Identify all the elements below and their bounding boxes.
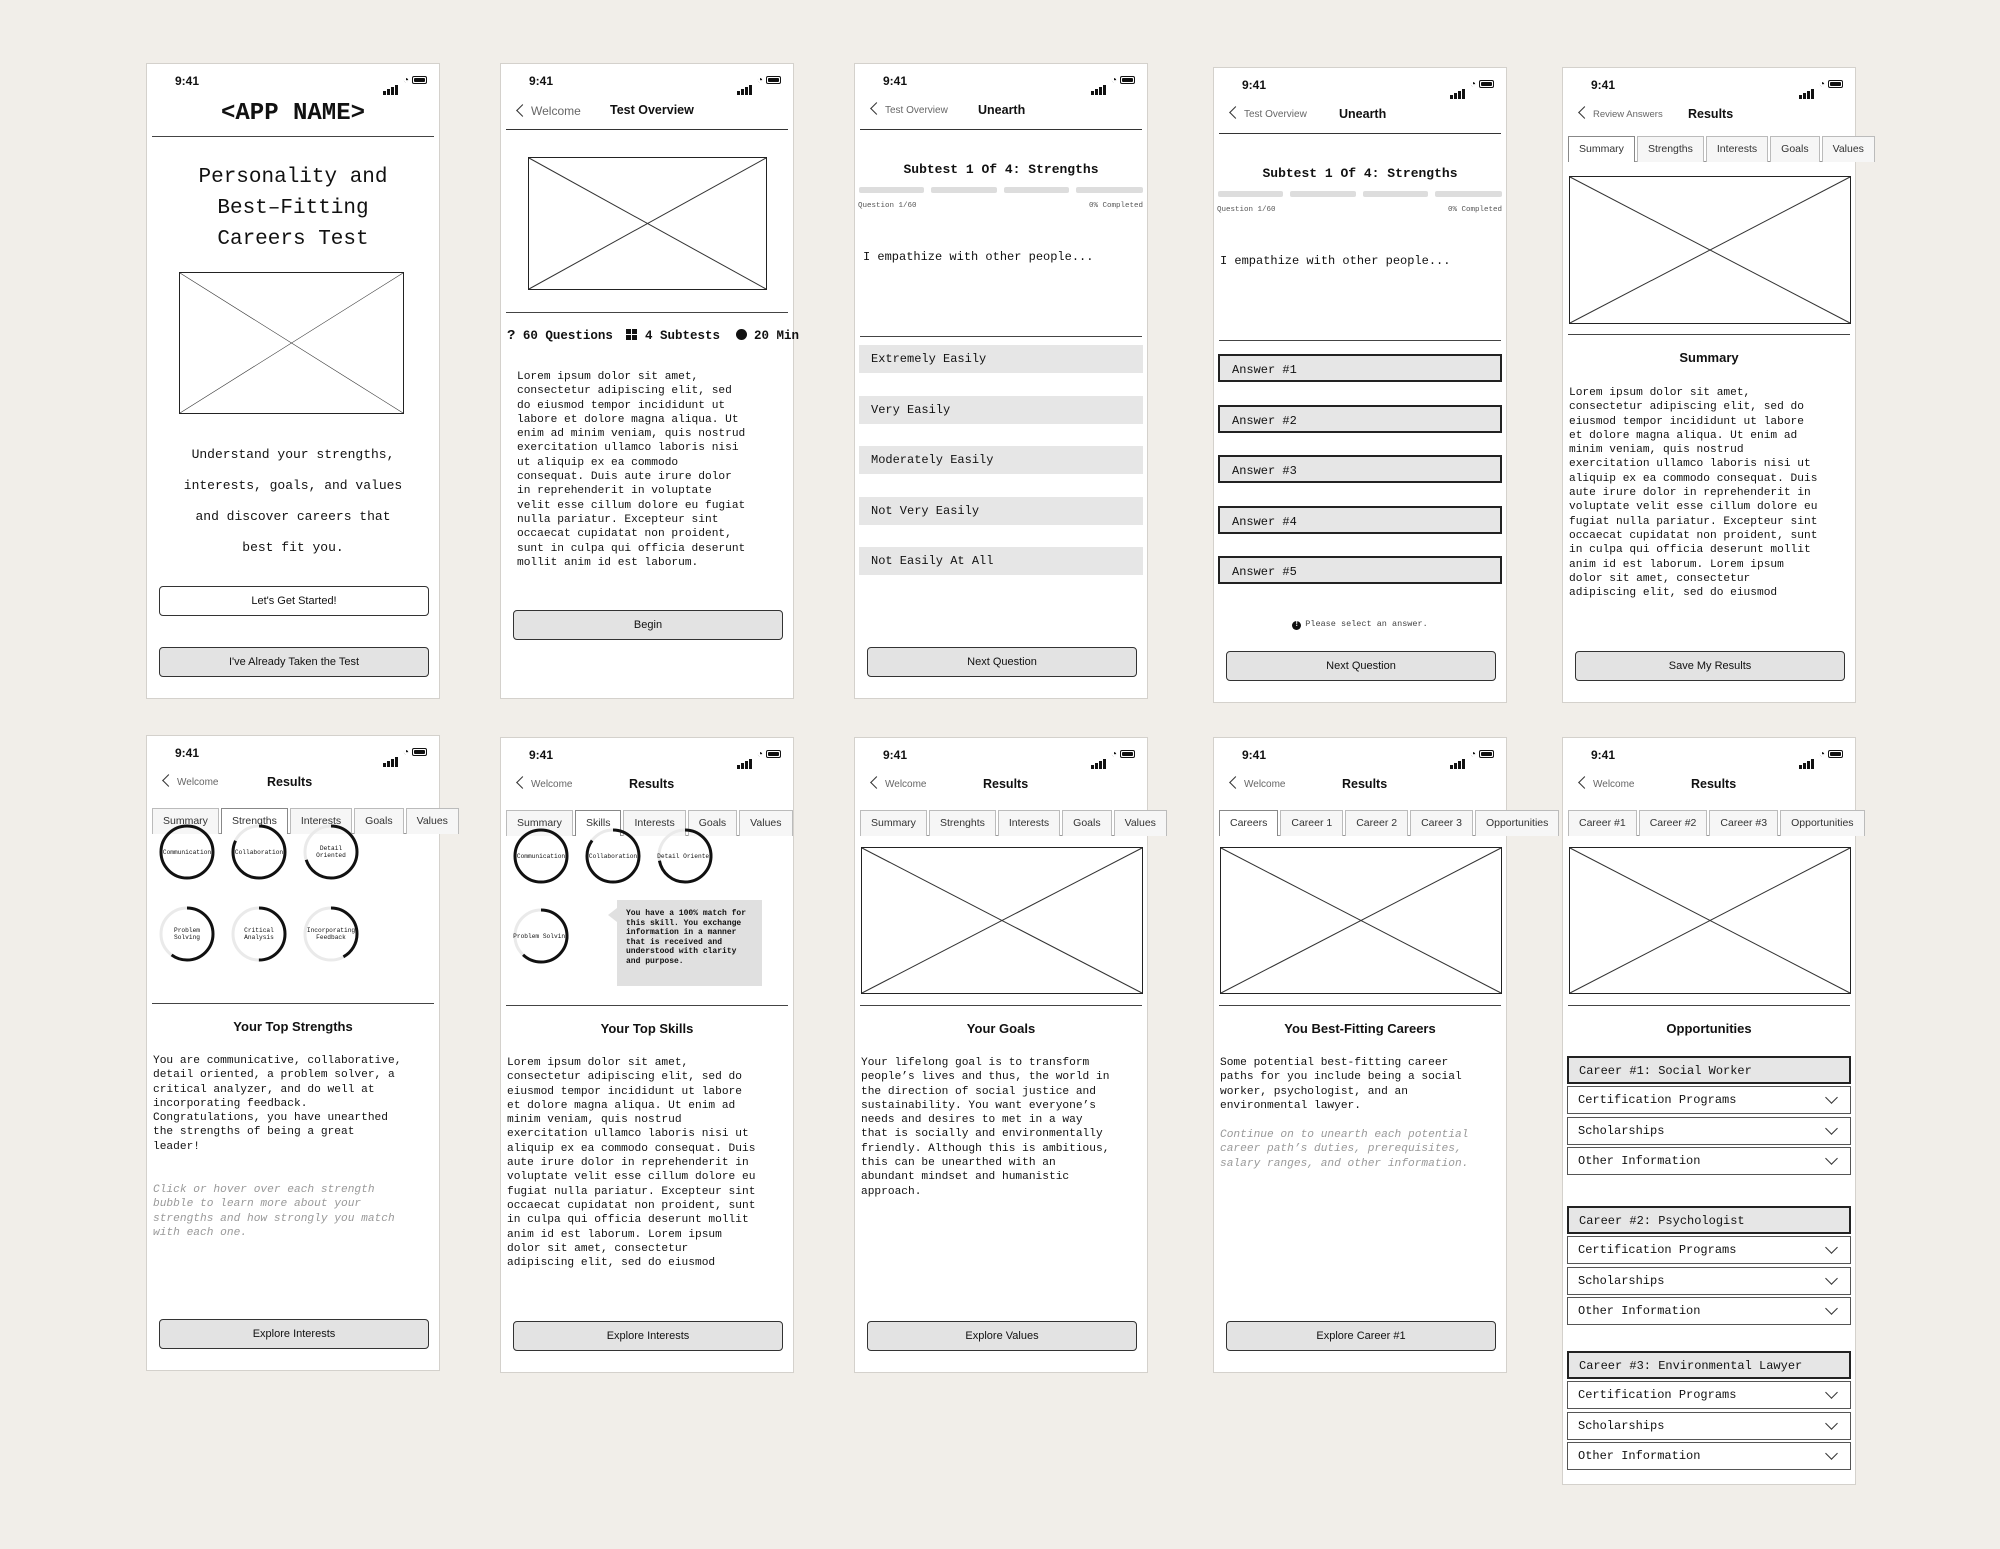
question-counter: Question 1/60 (1217, 206, 1276, 214)
answer-option[interactable]: Answer #3 (1218, 455, 1502, 483)
section-heading: Your Goals (966, 1021, 1036, 1036)
bubble-communication[interactable] (513, 828, 569, 884)
tab-interests[interactable]: Interests (998, 810, 1060, 836)
accordion-scholarships[interactable]: Scholarships (1567, 1117, 1851, 1145)
section-heading: You Best-Fitting Careers (1284, 1021, 1436, 1036)
tab-goals[interactable]: Goals (354, 808, 403, 834)
status-bar: 9:41 ◔ (501, 64, 793, 94)
careers-hint: Continue on to unearth each potential career path’s duties, prerequisites, salary ranges, and other information. (1220, 1129, 1469, 1170)
battery-icon (1479, 750, 1494, 758)
tab-interests[interactable]: Interests (1706, 136, 1768, 162)
wifi-icon: ◔ (756, 749, 763, 760)
chevron-down-icon (1825, 1241, 1838, 1254)
tab-strengths[interactable]: Strengths (1637, 136, 1704, 162)
accordion-other-information[interactable]: Other Information (1567, 1442, 1851, 1470)
tab-summary[interactable]: Summary (506, 810, 573, 836)
accordion-certification-programs[interactable]: Certification Programs (1567, 1086, 1851, 1114)
status-bar: 9:41 ◔ (855, 64, 1147, 94)
screen-welcome (146, 63, 440, 699)
battery-icon (1479, 80, 1494, 88)
begin-button[interactable]: Begin (513, 610, 783, 640)
strengths-hint: Click or hover over each strength bubble to learn more about your strengths and how strongly you match with each one. (153, 1184, 395, 1239)
save-results-button[interactable]: Save My Results (1575, 651, 1845, 681)
tab-career-3[interactable]: Career 3 (1410, 810, 1473, 836)
signal-icon (1091, 751, 1107, 769)
bubble-critical-analysis[interactable] (231, 906, 287, 962)
status-bar: 9:41 ◔ (1563, 738, 1855, 768)
bubble-label: Detail Oriented (316, 845, 346, 859)
answer-option[interactable]: Moderately Easily (859, 446, 1143, 474)
app-name: <APP NAME> (220, 100, 366, 127)
nav-bar (506, 100, 788, 130)
test-stats: ? 60 Questions 4 Subtests 20 Min (507, 328, 800, 344)
results-tabs (1568, 810, 1855, 836)
question-icon: ? (507, 328, 516, 344)
wifi-icon: ◔ (1110, 75, 1117, 86)
tab-strenghts[interactable]: Strenghts (929, 810, 996, 836)
nav-bar (1568, 774, 1850, 804)
results-tabs (1219, 810, 1549, 836)
wifi-icon: ◔ (402, 747, 409, 758)
answer-option[interactable]: Answer #2 (1218, 405, 1502, 433)
signal-icon (383, 749, 399, 767)
nav-bar (152, 772, 434, 802)
section-heading: Summary (1679, 350, 1739, 365)
status-bar: 9:41 ◔ (147, 736, 439, 766)
bubble-label: Problem Solving (513, 932, 569, 940)
tab-career-2[interactable]: Career #2 (1639, 810, 1708, 836)
back-button[interactable]: Welcome (518, 104, 581, 118)
screen-results-careers (1213, 737, 1549, 1373)
grid-icon (626, 329, 637, 340)
bubble-collaboration[interactable] (585, 828, 641, 884)
answer-option[interactable]: Not Very Easily (859, 497, 1143, 525)
question-prompt: I empathize with other people... (863, 250, 1094, 264)
battery-icon (1828, 750, 1843, 758)
progress-bar (1218, 191, 1502, 197)
tab-summary[interactable]: Summary (152, 808, 219, 834)
back-button[interactable]: Test Overview (1231, 108, 1307, 120)
screen-test-overview (500, 63, 800, 699)
get-started-button[interactable]: Let's Get Started! (159, 586, 429, 616)
nav-bar (1568, 104, 1850, 134)
wifi-icon: ◔ (1110, 749, 1117, 760)
signal-icon (737, 751, 753, 769)
battery-icon (766, 76, 781, 84)
chevron-left-icon (1229, 106, 1242, 119)
next-question-button[interactable]: Next Question (867, 647, 1137, 677)
chevron-down-icon (1825, 1302, 1838, 1315)
subtest-title: Subtest 1 Of 4: Strengths (1262, 166, 1458, 181)
skills-body: Lorem ipsum dolor sit amet, consectetur adipiscing elit, sed do eiusmod tempor incididunt ut labore et dolore magna aliqua. Ut enim ad minim veniam, quis nostrud exercitation ullamco laboris nisi ut aliquip ex ea commodo consequat. Duis aute irure dolor in reprehenderit in voluptate velit esse cillum dolore eu fugiat nulla pariatur. Excepteur sint occaecat cupidatat non proident, sunt in culpa qui officia deserunt mollit anim id est laborum. Lorem ipsum dolor sit amet, consectetur adipiscing elit, sed do eiusmod (507, 1057, 756, 1270)
chevron-down-icon (1825, 1272, 1838, 1285)
wifi-icon: ◔ (1469, 79, 1476, 90)
tab-skills[interactable]: Skills (575, 810, 622, 836)
wifi-icon: ◔ (756, 75, 763, 86)
accordion-certification-programs[interactable]: Certification Programs (1567, 1381, 1851, 1409)
goals-body: Your lifelong goal is to transform people’s lives and thus, the world in the direction of social justice and sustainability. You want everyone’s needs and desires to met in a way that is socially and environmentally friendly. Although this is ambitious, this can be unearthed with an abundant mindset and humanistic approach. (861, 1057, 1110, 1198)
tab-values[interactable]: Values (406, 808, 459, 834)
tab-interests[interactable]: Interests (290, 808, 352, 834)
back-button[interactable]: Welcome (518, 778, 573, 790)
tab-career-3[interactable]: Career #3 (1709, 810, 1778, 836)
signal-icon (1091, 77, 1107, 95)
chevron-down-icon (1825, 1122, 1838, 1135)
hero-image-placeholder (179, 272, 404, 414)
signal-icon (1799, 751, 1815, 769)
bubble-label: Incorporating Feedback (306, 927, 356, 941)
tab-interests[interactable]: Interests (623, 810, 685, 836)
chevron-down-icon (1825, 1447, 1838, 1460)
alert-icon: ! (1292, 621, 1301, 630)
chevron-down-icon (1825, 1091, 1838, 1104)
headline: Personality and Best–Fitting Careers Test (198, 166, 388, 251)
screen-results-summary (1562, 67, 1864, 703)
bubble-label: Critical Analysis (244, 927, 274, 941)
signal-icon (1450, 751, 1466, 769)
subtest-title: Subtest 1 Of 4: Strengths (903, 162, 1099, 177)
signal-icon (1450, 81, 1466, 99)
answer-option[interactable]: Answer #5 (1218, 556, 1502, 584)
completion-status: 0% Completed (1447, 206, 1502, 214)
status-bar: 9:41 ◔ (1563, 68, 1855, 98)
screen-results-strengths (146, 735, 448, 1371)
career-group-header[interactable]: Career #2: Psychologist (1567, 1206, 1851, 1234)
bubble-label: Communication (162, 848, 212, 856)
blurb: Understand your strengths, interests, goals, and values and discover careers that best fit you. (183, 447, 403, 555)
screen-results-skills (500, 737, 794, 1373)
goals-image-placeholder (861, 847, 1143, 994)
tab-values[interactable]: Values (1822, 136, 1875, 162)
wifi-icon: ◔ (1818, 749, 1825, 760)
chevron-left-icon (162, 774, 175, 787)
completion-status: 0% Completed (1088, 202, 1143, 210)
accordion-other-information[interactable]: Other Information (1567, 1147, 1851, 1175)
screen-results-opportunities (1562, 737, 1856, 1485)
bubble-detail-oriented[interactable] (657, 828, 713, 884)
battery-icon (1828, 80, 1843, 88)
summary-image-placeholder (1569, 176, 1851, 324)
wifi-icon: ◔ (1818, 79, 1825, 90)
bubble-label: Communication (516, 852, 566, 860)
back-button[interactable]: Welcome (1580, 778, 1635, 790)
nav-title: Results (267, 775, 313, 789)
bubble-label: Collaboration (234, 848, 284, 856)
careers-image-placeholder (1220, 847, 1502, 994)
nav-bar (506, 774, 788, 804)
back-button[interactable]: Review Answers (1580, 108, 1663, 120)
signal-icon (383, 77, 399, 95)
clock-icon (736, 329, 747, 340)
nav-title: Results (1691, 777, 1737, 791)
nav-bar (1219, 104, 1501, 134)
back-button[interactable]: Welcome (1231, 778, 1286, 790)
nav-title: Results (629, 777, 675, 791)
bubble-communication[interactable] (159, 824, 215, 880)
chevron-left-icon (1578, 106, 1591, 119)
tab-values[interactable]: Values (1114, 810, 1167, 836)
question-prompt: I empathize with other people... (1220, 254, 1451, 268)
accordion-certification-programs[interactable]: Certification Programs (1567, 1236, 1851, 1264)
tab-values[interactable]: Values (739, 810, 792, 836)
tab-opportunities[interactable]: Opportunities (1475, 810, 1559, 836)
screen-question-error (1213, 67, 1507, 703)
answer-option[interactable]: Extremely Easily (859, 345, 1143, 373)
nav-title: Unearth (1339, 107, 1387, 121)
battery-icon (1120, 750, 1135, 758)
tab-goals[interactable]: Goals (1062, 810, 1111, 836)
back-button[interactable]: Welcome (872, 778, 927, 790)
error-message: ! Please select an answer. (1214, 619, 1506, 630)
tab-strengths[interactable]: Strengths (221, 808, 288, 834)
bubble-problem-solving[interactable] (513, 908, 569, 964)
tab-summary[interactable]: Summary (1568, 136, 1635, 162)
nav-title: Unearth (978, 103, 1026, 117)
nav-title: Results (1688, 107, 1734, 121)
strengths-body: You are communicative, collaborative, detail oriented, a problem solver, a critical analyzer, and do well at incorporating feedback. Congratulations, you have unearthed the strengths of being a great leader! (153, 1055, 402, 1153)
status-bar: 9:41 ◔ (501, 738, 793, 768)
battery-icon (766, 750, 781, 758)
signal-icon (737, 77, 753, 95)
already-taken-button[interactable]: I've Already Taken the Test (159, 647, 429, 677)
chevron-left-icon (516, 776, 529, 789)
explore-values-button[interactable]: Explore Values (867, 1321, 1137, 1351)
accordion-other-information[interactable]: Other Information (1567, 1297, 1851, 1325)
career-group-header[interactable]: Career #1: Social Worker (1567, 1056, 1851, 1084)
status-bar: 9:41 ◔ (1214, 738, 1506, 768)
tab-goals[interactable]: Goals (688, 810, 737, 836)
chevron-left-icon (870, 102, 883, 115)
nav-bar (1219, 774, 1501, 804)
nav-title: Results (1342, 777, 1388, 791)
wifi-icon: ◔ (402, 75, 409, 86)
explore-interests-button[interactable]: Explore Interests (159, 1319, 429, 1349)
chevron-left-icon (1578, 776, 1591, 789)
answer-option[interactable]: Answer #1 (1218, 354, 1502, 382)
results-tabs (860, 810, 1156, 836)
screen-question (854, 63, 1148, 699)
tab-careers[interactable]: Careers (1219, 810, 1278, 836)
nav-bar (860, 100, 1142, 130)
back-button[interactable]: Welcome (164, 776, 219, 788)
overview-image-placeholder (528, 157, 767, 290)
bubble-detail-oriented[interactable] (303, 824, 359, 880)
skill-tooltip: You have a 100% match for this skill. You exchange information in a manner that is received and understood with clarity and purpose. (617, 900, 762, 986)
section-heading: Opportunities (1666, 1021, 1752, 1036)
chevron-down-icon (1825, 1152, 1838, 1165)
results-tabs (1568, 136, 1864, 162)
chevron-left-icon (1229, 776, 1242, 789)
question-counter: Question 1/60 (858, 202, 917, 210)
section-heading: Your Top Strengths (233, 1019, 353, 1034)
chevron-left-icon (870, 776, 883, 789)
answer-option[interactable]: Not Easily At All (859, 547, 1143, 575)
nav-title: Test Overview (610, 103, 694, 117)
career-group-header[interactable]: Career #3: Environmental Lawyer (1567, 1351, 1851, 1379)
explore-career-1-button[interactable]: Explore Career #1 (1226, 1321, 1496, 1351)
status-bar: 9:41 ◔ (147, 64, 439, 94)
back-button[interactable]: Test Overview (872, 104, 948, 116)
answer-option[interactable]: Answer #4 (1218, 506, 1502, 534)
progress-bar (859, 187, 1143, 193)
bubble-label: Problem Solving (174, 927, 200, 941)
accordion-scholarships[interactable]: Scholarships (1567, 1267, 1851, 1295)
explore-interests-button[interactable]: Explore Interests (513, 1321, 783, 1351)
bubble-label: Detail Oriented (657, 852, 713, 860)
tab-goals[interactable]: Goals (1770, 136, 1819, 162)
screen-results-goals (854, 737, 1156, 1373)
summary-body: Lorem ipsum dolor sit amet, consectetur adipiscing elit, sed do eiusmod tempor incididunt ut labore et dolore magna aliqua. Ut enim ad minim veniam, quis nostrud exercitation ullamco laboris nisi ut aliquip ex ea commodo consequat. Duis aute irure dolor in reprehenderit in voluptate velit esse cillum dolore eu fugiat nulla pariatur. Excepteur sint occaecat cupidatat non proident, sunt in culpa qui officia deserunt mollit anim id est laborum. Lorem ipsum dolor sit amet, consectetur adipiscing elit, sed do eiusmod (1569, 387, 1818, 600)
tab-opportunities[interactable]: Opportunities (1780, 810, 1864, 836)
bubble-label: Collaboration (588, 852, 638, 860)
chevron-down-icon (1825, 1417, 1838, 1430)
chevron-left-icon (516, 104, 529, 117)
status-bar: 9:41 ◔ (1214, 68, 1506, 98)
battery-icon (412, 76, 427, 84)
wifi-icon: ◔ (1469, 749, 1476, 760)
bubble-incorporating-feedback[interactable] (303, 906, 359, 962)
signal-icon (1799, 81, 1815, 99)
tab-career-1[interactable]: Career 1 (1280, 810, 1343, 836)
answer-option[interactable]: Very Easily (859, 396, 1143, 424)
accordion-scholarships[interactable]: Scholarships (1567, 1412, 1851, 1440)
tab-career-1[interactable]: Career #1 (1568, 810, 1637, 836)
overview-description: Lorem ipsum dolor sit amet, consectetur adipiscing elit, sed do eiusmod tempor incididunt ut labore et dolore magna aliqua. Ut enim ad minim veniam, quis nostrud exercitation ullamco laboris nisi ut aliquip ex ea commodo consequat. Duis aute irure dolor in reprehenderit in voluptate velit esse cillum dolore eu fugiat nulla pariatur. Excepteur sint occaecat cupidatat non proident, sunt in culpa qui officia deserunt mollit anim id est laborum. (517, 371, 746, 569)
nav-bar (860, 774, 1142, 804)
tab-career-2[interactable]: Career 2 (1345, 810, 1408, 836)
tab-summary[interactable]: Summary (860, 810, 927, 836)
next-question-button[interactable]: Next Question (1226, 651, 1496, 681)
bubble-collaboration[interactable] (231, 824, 287, 880)
bubble-problem-solving[interactable] (159, 906, 215, 962)
chevron-down-icon (1825, 1386, 1838, 1399)
careers-body: Some potential best-fitting career paths for you include being a social worker, psychologist, and an environmental lawyer. (1220, 1057, 1462, 1112)
battery-icon (1120, 76, 1135, 84)
tooltip-pointer (608, 908, 617, 922)
battery-icon (412, 748, 427, 756)
nav-title: Results (983, 777, 1029, 791)
section-heading: Your Top Skills (600, 1021, 694, 1036)
status-bar: 9:41 ◔ (855, 738, 1147, 768)
opportunities-image-placeholder (1569, 847, 1851, 994)
